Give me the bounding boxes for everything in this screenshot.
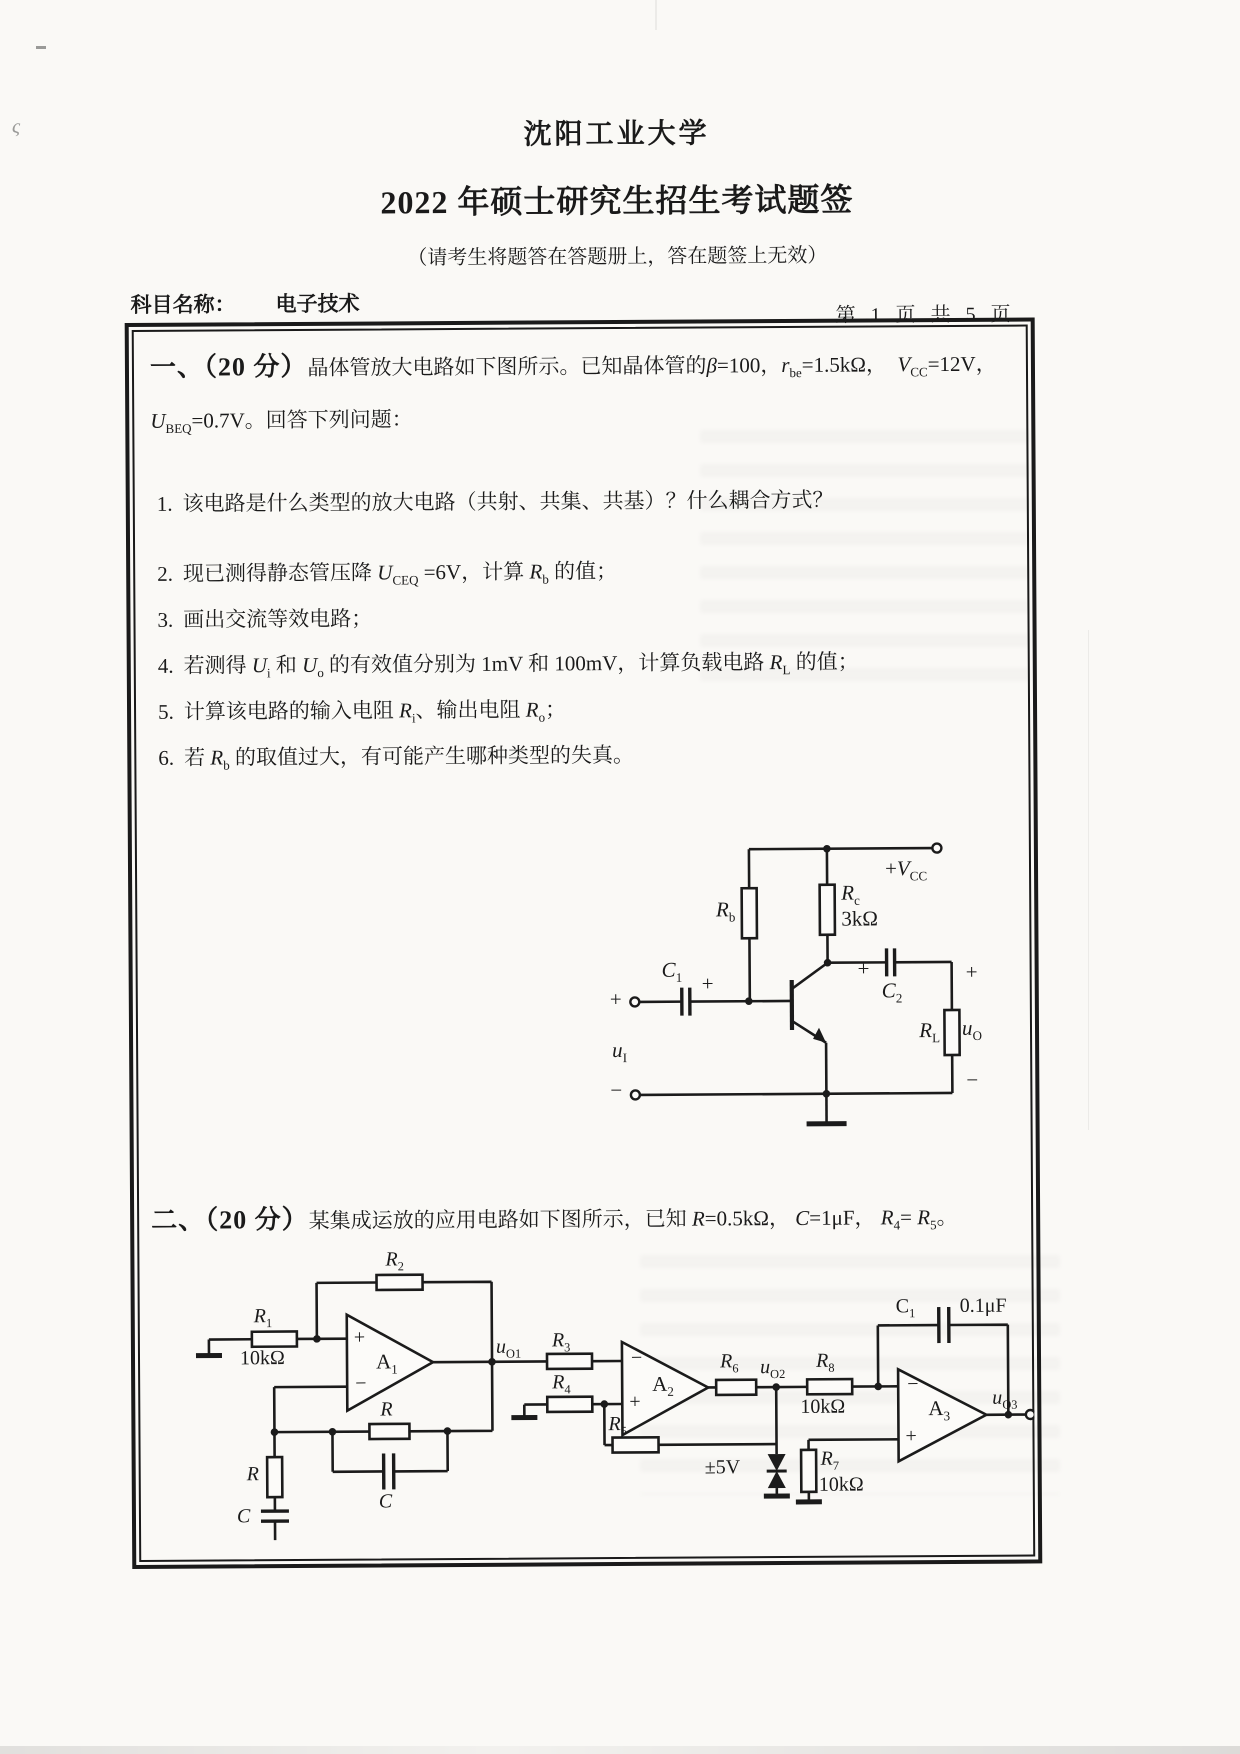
opamp-application-circuit: [151, 1242, 1035, 1547]
item-number: 3.: [157, 607, 174, 632]
input-terminal-low: [631, 1090, 640, 1099]
item-text: 若 $R_b$ 的取值过大，有可能产生哪种类型的失真。: [184, 742, 634, 773]
resistor-r3: [547, 1354, 592, 1369]
junction-dot: [823, 1090, 831, 1098]
resistor-rl: [944, 1010, 959, 1055]
zener-bar: [767, 1469, 787, 1472]
resistor-rc: [820, 885, 835, 935]
junction-dot-uo1: [488, 1358, 496, 1366]
label-out-minus: −: [966, 1067, 979, 1092]
resistor-r1: [252, 1331, 297, 1346]
university-name: 沈阳工业大学: [523, 118, 710, 151]
label-r1: $R_1$: [253, 1305, 273, 1331]
item-number: 6.: [158, 745, 175, 770]
label-r6: $R_6$: [719, 1350, 739, 1376]
label-r7-value: 10kΩ: [818, 1473, 864, 1496]
resistor-r4: [547, 1397, 592, 1412]
label-r2: $R_2$: [385, 1248, 404, 1274]
scan-squiggle: ς: [12, 116, 21, 138]
resistor-r6: [716, 1380, 756, 1395]
label-c2: $C_2$: [881, 978, 903, 1006]
label-a3: $A_3$: [928, 1396, 951, 1424]
capacitor-c1: [682, 988, 690, 1016]
zener-diode-bottom: [768, 1471, 786, 1488]
q1-item-5: [158, 691, 1014, 728]
resistor-r-series: [369, 1424, 409, 1439]
junction-dot: [313, 1335, 321, 1343]
circuit1-drawing: [599, 839, 1001, 1141]
question-2: [151, 1195, 1033, 1250]
item-number: 5.: [157, 699, 174, 724]
question-2-heading: 二、（20 分）: [151, 1204, 309, 1235]
q1-item-6: [158, 737, 1014, 774]
q1-item-4: [158, 645, 1014, 682]
label-c1-feedback: $C_1$: [895, 1295, 916, 1321]
label-a1-minus: −: [355, 1372, 367, 1395]
capacitor-c-parallel: [384, 1453, 394, 1489]
transistor-emitter: [792, 1021, 826, 1094]
capacitor-c2: [887, 948, 895, 976]
resistor-r7: [801, 1450, 816, 1492]
page-number: 第 1 页 共 5 页: [835, 303, 1016, 327]
subject-label: 科目名称：: [130, 293, 236, 317]
label-rl: $R_L$: [919, 1018, 941, 1046]
label-uo3: $u_{O3}$: [992, 1386, 1018, 1412]
junction-dot: [600, 1400, 608, 1408]
label-c1-plus: +: [701, 971, 714, 996]
item-number: 1.: [156, 491, 173, 516]
label-out-plus: +: [965, 959, 978, 984]
resistor-rb: [742, 888, 757, 938]
label-c1: $C_1$: [661, 957, 683, 985]
collector-wire: [828, 962, 952, 963]
a1-inv-wire: [274, 1387, 347, 1432]
junction-dot: [824, 959, 832, 967]
item-text: 现已测得静态管压降 $U_{CEQ} =6V$，计算 $R_b$ 的值；: [182, 559, 618, 588]
label-r7: $R_7$: [820, 1447, 840, 1473]
item-text: 若测得 $U_i$ 和 $U_o$ 的有效值分别为 1mV 和 100mV，计算负载电路 $R_L$ 的值；: [183, 649, 859, 681]
label-uo2: $u_{O2}$: [760, 1356, 786, 1382]
label-a2-plus: +: [629, 1390, 641, 1413]
input-terminal: [630, 997, 639, 1006]
junction-dot-uo2: [772, 1383, 780, 1391]
label-r1-value: 10kΩ: [239, 1347, 285, 1370]
label-rb: $R_b$: [715, 897, 736, 925]
subject-row: [130, 288, 359, 319]
item-text: 计算该电路的输入电阻 $R_i$、输出电阻 $R_o$；: [183, 697, 567, 726]
exam-title: 2022 年硕士研究生招生考试题签: [380, 181, 854, 221]
capacitor-c1-feedback: [939, 1307, 949, 1343]
label-c-parallel: C: [378, 1490, 393, 1513]
question-box-inner: [132, 325, 1036, 1562]
label-r8: $R_8$: [815, 1349, 835, 1375]
uo3-terminal: [1026, 1410, 1035, 1419]
item-number: 2.: [157, 561, 174, 586]
question-1-intro1: 晶体管放大电路如下图所示。已知晶体管的β=100，$r_{be}=1.5k\Omega$， $V_{CC}=12V$，: [307, 351, 997, 381]
question-1-line1: [150, 341, 1016, 399]
transistor-collector: [792, 963, 828, 989]
label-input-minus: −: [610, 1077, 623, 1103]
vcc-terminal: [932, 844, 941, 853]
label-a3-plus: +: [905, 1425, 917, 1448]
resistor-r8: [807, 1379, 852, 1394]
question-box: [125, 317, 1043, 1569]
label-r-left: R: [246, 1463, 259, 1486]
question-1-heading: 一、（20 分）: [149, 351, 308, 382]
vcc-rail: [749, 848, 935, 849]
junction-dot: [874, 1383, 882, 1391]
junction-dot: [823, 845, 831, 853]
resistor-r2: [376, 1275, 422, 1290]
label-a1: $A_1$: [375, 1349, 398, 1377]
subject-value: 电子技术: [275, 292, 360, 317]
resistor-r5: [612, 1437, 658, 1452]
label-a2-minus: −: [630, 1346, 643, 1369]
label-c-left: C: [236, 1505, 251, 1528]
label-vcc: $+V_{CC}$: [884, 856, 928, 884]
label-rc: $R_c$: [841, 880, 860, 908]
label-input-plus: +: [609, 986, 622, 1012]
junction-dot: [329, 1428, 337, 1436]
label-c2-plus: +: [857, 956, 870, 981]
label-a1-plus: +: [353, 1326, 366, 1349]
label-r3: $R_3$: [551, 1329, 571, 1355]
base-wire: [639, 1001, 792, 1002]
junction-dot: [745, 997, 753, 1005]
item-text: 该电路是什么类型的放大电路（共射、共集、共基）？什么耦合方式？: [182, 487, 834, 516]
label-zener-value: ±5V: [704, 1456, 741, 1479]
label-uo1: $u_{O1}$: [495, 1335, 522, 1361]
label-a3-minus: −: [907, 1373, 919, 1396]
junction-dot: [444, 1427, 452, 1435]
label-r5: $R_5$: [608, 1413, 627, 1439]
item-number: 4.: [157, 653, 174, 678]
label-r4: $R_4$: [552, 1371, 571, 1397]
junction-dot: [271, 1428, 279, 1436]
zener-diode-top: [768, 1454, 786, 1471]
ground-rail: [639, 1093, 952, 1095]
question-1: [150, 341, 1017, 452]
resistor-r-left: [267, 1457, 282, 1497]
capacitor-c-left: [261, 1511, 289, 1521]
q1-item-3: [157, 599, 1013, 634]
q1-item-2: [157, 553, 1013, 590]
label-a2: $A_2$: [652, 1371, 674, 1399]
question-2-intro: 某集成运放的应用电路如下图所示，已知 R=0.5kΩ， C=1μF， $R_4= R_5$。: [308, 1204, 958, 1233]
circuit2-drawing: [151, 1242, 1035, 1547]
label-ui: $u_I$: [612, 1037, 628, 1066]
label-rc-value: 3kΩ: [841, 906, 879, 931]
item-text: 画出交流等效电路；: [183, 606, 373, 632]
label-uo: $u_O$: [961, 1015, 982, 1044]
label-r8-value: 10kΩ: [800, 1395, 846, 1418]
r4-ground-wire: [524, 1404, 547, 1415]
label-c1-value: 0.1μF: [959, 1294, 1007, 1317]
transistor-amplifier-circuit: [599, 839, 1001, 1141]
exam-note: （请考生将题答在答题册上，答在题签上无效）: [407, 244, 828, 270]
q1-item-1: [157, 483, 1013, 518]
question-1-intro2: $U_{BEQ}=0.7V$。回答下列问题：: [150, 407, 413, 437]
label-r-series: R: [380, 1398, 393, 1421]
